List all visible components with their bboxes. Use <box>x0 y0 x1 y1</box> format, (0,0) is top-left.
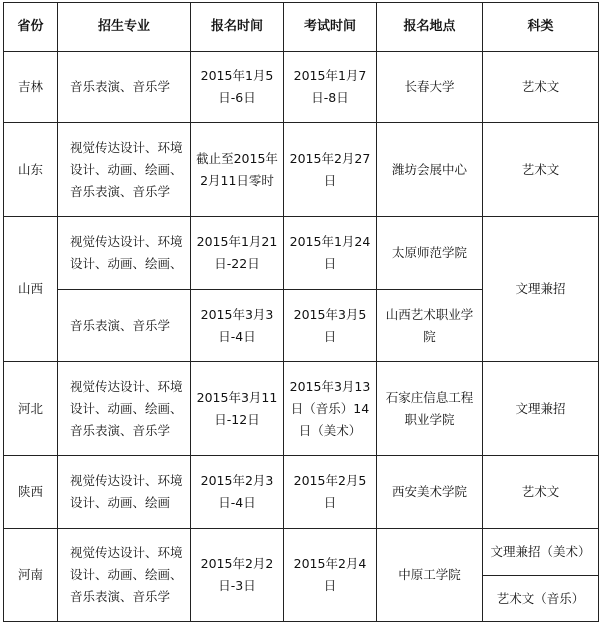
category-cell: 文理兼招（美术） <box>483 529 599 576</box>
major-cell <box>58 456 191 529</box>
major-cell <box>58 290 191 362</box>
major-line: 设计、动画、绘画、 <box>70 161 183 177</box>
major-line: 设计、动画、绘画 <box>70 495 171 510</box>
major-cell <box>58 123 191 217</box>
header-location: 报名地点 <box>377 3 483 52</box>
reg-time-cell: 2015年3月3日-4日 <box>191 290 284 362</box>
major-line: 视觉传达设计、环境 <box>70 545 183 560</box>
table-row <box>4 123 599 217</box>
reg-time-cell: 2015年3月11日-12日 <box>191 362 284 456</box>
category-cell: 艺术文 <box>483 123 599 217</box>
header-province: 省份 <box>4 3 58 52</box>
location-cell: 中原工学院 <box>377 529 483 622</box>
header-exam-time: 考试时间 <box>284 3 377 52</box>
reg-time-cell: 截止至2015年2月11日零时 <box>191 123 284 217</box>
header-reg-time: 报名时间 <box>191 3 284 52</box>
category-cell: 艺术文（音乐） <box>483 576 599 622</box>
reg-time-cell: 2015年1月21日-22日 <box>191 217 284 290</box>
header-category: 科类 <box>483 3 599 52</box>
major-line: 音乐表演、音乐学 <box>70 183 171 199</box>
major-line: 音乐表演、音乐学 <box>70 317 171 333</box>
location-cell: 太原师范学院 <box>377 217 483 290</box>
major-cell <box>58 529 191 622</box>
location-cell: 石家庄信息工程职业学院 <box>377 362 483 456</box>
major-line: 设计、动画、绘画、 <box>70 256 183 271</box>
category-cell: 艺术文 <box>483 52 599 123</box>
province-cell: 山西 <box>4 217 58 362</box>
province-cell: 河北 <box>4 362 58 456</box>
reg-time-cell: 2015年2月2日-3日 <box>191 529 284 622</box>
enrollment-table <box>3 2 599 622</box>
major-line: 设计、动画、绘画、 <box>70 567 183 582</box>
exam-time-cell: 2015年1月7日-8日 <box>284 52 377 123</box>
major-line: 视觉传达设计、环境 <box>70 473 183 488</box>
reg-time-cell: 2015年2月3日-4日 <box>191 456 284 529</box>
major-line: 视觉传达设计、环境 <box>70 139 183 155</box>
table-row <box>4 529 599 576</box>
major-cell <box>58 52 191 123</box>
table-row <box>4 217 599 290</box>
exam-time-cell: 2015年2月5日 <box>284 456 377 529</box>
province-cell: 河南 <box>4 529 58 622</box>
major-line: 音乐表演、音乐学 <box>70 79 171 94</box>
category-cell: 文理兼招 <box>483 362 599 456</box>
province-cell: 山东 <box>4 123 58 217</box>
category-cell: 艺术文 <box>483 456 599 529</box>
location-cell: 潍坊会展中心 <box>377 123 483 217</box>
province-cell: 陕西 <box>4 456 58 529</box>
location-cell: 长春大学 <box>377 52 483 123</box>
category-cell: 文理兼招 <box>483 217 599 362</box>
table-row <box>4 456 599 529</box>
header-major: 招生专业 <box>58 3 191 52</box>
exam-time-cell: 2015年2月4日 <box>284 529 377 622</box>
major-line: 设计、动画、绘画、 <box>70 400 183 416</box>
major-line: 音乐表演、音乐学 <box>70 422 171 438</box>
reg-time-cell: 2015年1月5日-6日 <box>191 52 284 123</box>
major-line: 视觉传达设计、环境 <box>70 234 183 249</box>
location-cell: 西安美术学院 <box>377 456 483 529</box>
major-cell <box>58 362 191 456</box>
exam-time-cell: 2015年2月27日 <box>284 123 377 217</box>
table-row <box>4 52 599 123</box>
exam-time-cell: 2015年3月13日（音乐）14日（美术） <box>284 362 377 456</box>
major-line: 视觉传达设计、环境 <box>70 378 183 394</box>
exam-time-cell: 2015年1月24日 <box>284 217 377 290</box>
location-cell: 山西艺术职业学院 <box>377 290 483 362</box>
major-cell <box>58 217 191 290</box>
header-row <box>4 3 599 52</box>
exam-time-cell: 2015年3月5日 <box>284 290 377 362</box>
table-row <box>4 362 599 456</box>
province-cell: 吉林 <box>4 52 58 123</box>
major-line: 音乐表演、音乐学 <box>70 589 171 604</box>
